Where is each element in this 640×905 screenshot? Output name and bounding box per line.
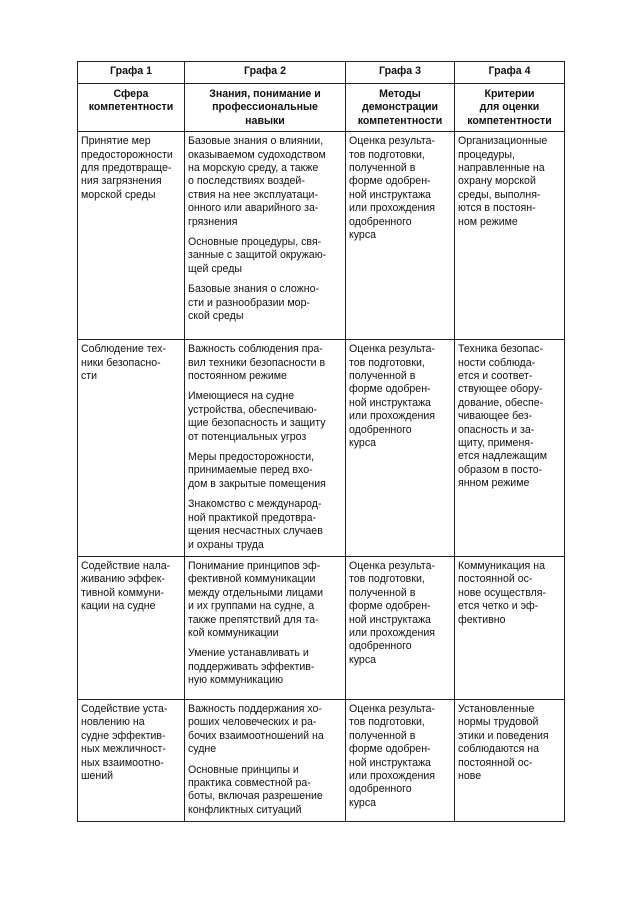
column-4-number: Графа 4 — [455, 62, 565, 84]
knowledge-item: Знакомство с международ- ной практикой предотвра- щения несчастных случаев и охраны труда — [188, 498, 323, 551]
knowledge-item: Основные процедуры, свя- занные с защитой окружаю- щей среды — [188, 236, 327, 275]
column-3-number: Графа 3 — [346, 62, 455, 84]
knowledge-item: Базовые знания о сложно- сти и разнообразии мор- ской среды — [188, 283, 320, 323]
knowledge-cell — [185, 699, 346, 821]
demonstration-method-cell: Оценка результа- тов подготовки, полученной в форме одобрен- ной инструктажа или прохождения одобренного курса — [346, 132, 455, 340]
knowledge-item: Умение устанавливать и поддерживать эффектив- ную коммуникацию — [188, 647, 315, 687]
column-1-title: Сфера компетентности — [78, 84, 185, 132]
knowledge-cell — [185, 556, 346, 699]
evaluation-criteria-cell: Коммуникация на постоянной ос- нове осуществля- ется четко и эф- фективно — [455, 556, 565, 699]
knowledge-item: Меры предосторожности, принимаемые перед вхо- дом в закрытые помещения — [188, 451, 326, 490]
evaluation-criteria-cell: Установленные нормы трудовой этики и поведения соблюдаются на постоянной ос- нове — [455, 699, 565, 821]
column-number-row — [78, 62, 565, 84]
knowledge-cell — [185, 340, 346, 557]
knowledge-item: Важность поддержания хо- роших человеческих и ра- бочих взаимоотношений на судне — [188, 702, 324, 756]
knowledge-item: Основные принципы и практика совместной ра- боты, включая разрешение конфликтных ситуаций — [188, 763, 323, 816]
column-2-number: Графа 2 — [185, 62, 346, 84]
competence-area-cell: Соблюдение тех- ники безопасно- сти — [78, 340, 185, 557]
demonstration-method-cell: Оценка результа- тов подготовки, полученной в форме одобрен- ной инструктажа или прохождения одобренного курса — [346, 556, 455, 699]
table-row — [78, 132, 565, 340]
knowledge-item: Понимание принципов эф- фективной коммуникации между отдельными лицами и их группами на судне, а также препятствий для та- кой коммуникации — [188, 559, 324, 639]
competence-area-cell: Содействие уста- новлению на судне эффектив- ных межличност- ных взаимоотно- шений — [78, 699, 185, 821]
column-1-number: Графа 1 — [78, 62, 185, 84]
demonstration-method-cell: Оценка результа- тов подготовки, полученной в форме одобрен- ной инструктажа или прохождения одобренного курса — [346, 340, 455, 557]
table-row — [78, 340, 565, 557]
evaluation-criteria-cell: Техника безопас- ности соблюда- ется и соответ- ствующее обору- дование, обеспе- чивающее без- опасность и за- щиту, применя- ется надлежащим образом в посто- янном режиме — [455, 340, 565, 557]
column-title-row — [78, 84, 565, 132]
evaluation-criteria-cell: Организационные процедуры, направленные на охрану морской среды, выполня- ются в постоян- ном режиме — [455, 132, 565, 340]
table-row — [78, 699, 565, 821]
column-4-title: Критерии для оценки компетентности — [455, 84, 565, 132]
knowledge-cell — [185, 132, 346, 340]
column-2-title: Знания, понимание и профессиональные навыки — [185, 84, 346, 132]
demonstration-method-cell: Оценка результа- тов подготовки, полученной в форме одобрен- ной инструктажа или прохождения одобренного курса — [346, 699, 455, 821]
competence-area-cell: Принятие мер предосторожности для предотвраще- ния загрязнения морской среды — [78, 132, 185, 340]
knowledge-item: Важность соблюдения пра- вил техники безопасности в постоянном режиме — [188, 343, 326, 383]
knowledge-item: Имеющиеся на судне устройства, обеспечиваю- щие безопасность и защиту от потенциальных угроз — [188, 390, 326, 443]
column-3-title: Методы демонстрации компетентности — [346, 84, 455, 132]
competence-table — [77, 61, 565, 822]
table-row — [78, 556, 565, 699]
competence-area-cell: Содействие нала- живанию эффек- тивной коммуни- кации на судне — [78, 556, 185, 699]
knowledge-item: Базовые знания о влиянии, оказываемом судоходством на морскую среду, а также о последствиях воздей- ствия на нее эксплуатаци- онного или аварийного за- грязнения — [188, 135, 326, 228]
